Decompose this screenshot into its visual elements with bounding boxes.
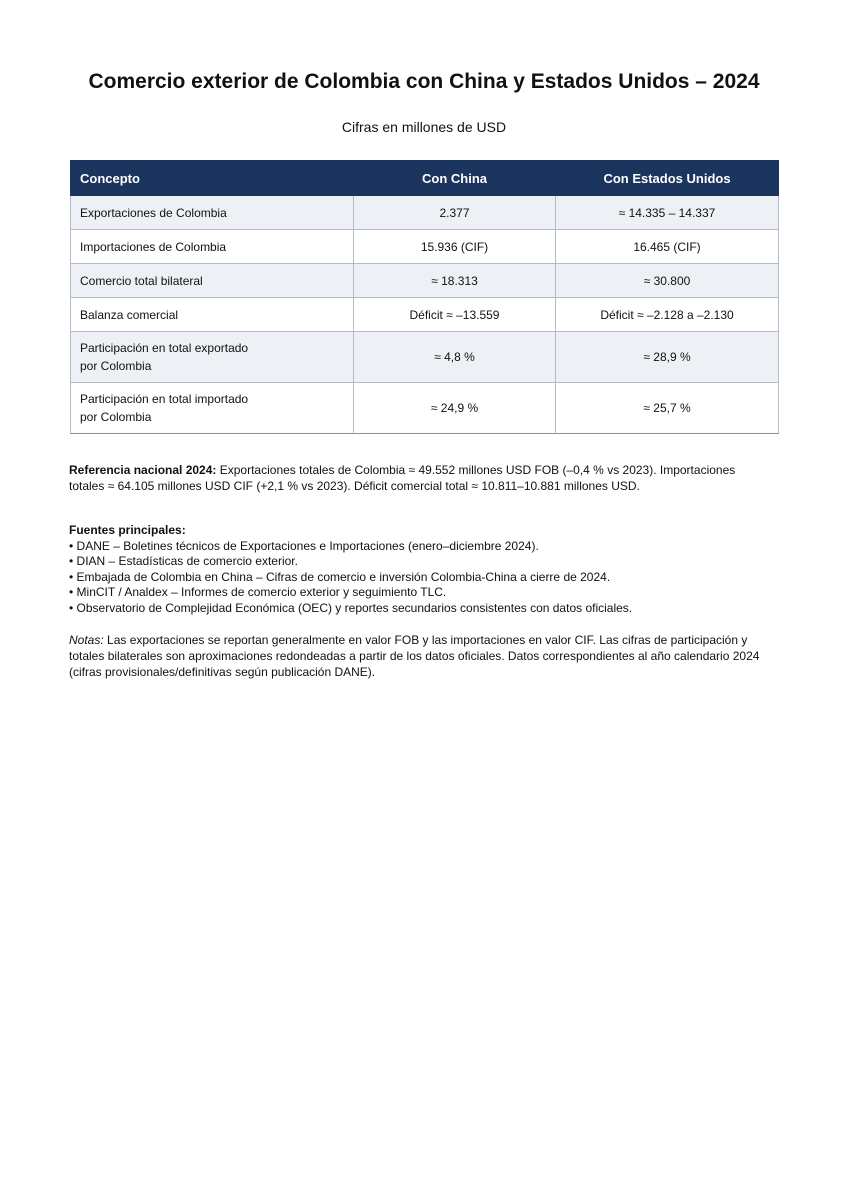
row-concept: [71, 332, 354, 383]
column-header-concept: Concepto: [71, 161, 354, 196]
national-reference: [69, 462, 769, 494]
row-concept: Exportaciones de Colombia: [71, 196, 354, 230]
reference-text: Exportaciones totales de Colombia ≈ 49.552 millones USD FOB (–0,4 % vs 2023). Importaciones totales ≈ 64.105 millones USD CIF (+2,1 % vs 2023). Déficit comercial total ≈ 10.811–10.881 millones USD.: [69, 463, 736, 493]
reference-label: Referencia nacional 2024:: [69, 463, 217, 477]
row-china-value: Déficit ≈ –13.559: [354, 298, 556, 332]
row-concept-line: Participación en total exportado: [80, 341, 249, 355]
row-concept-line: por Colombia: [80, 359, 152, 373]
row-concept: Balanza comercial: [71, 298, 354, 332]
sources-section: [69, 523, 779, 617]
row-concept: Comercio total bilateral: [71, 264, 354, 298]
page-title: Comercio exterior de Colombia con China y Estados Unidos – 2024: [88, 70, 760, 93]
row-usa-value: ≈ 25,7 %: [556, 383, 779, 434]
table-row: [71, 196, 779, 230]
row-china-value: 2.377: [354, 196, 556, 230]
source-item: • DIAN – Estadísticas de comercio exterior.: [69, 554, 298, 569]
table-row: [71, 264, 779, 298]
row-china-value: ≈ 18.313: [354, 264, 556, 298]
row-usa-value: ≈ 30.800: [556, 264, 779, 298]
row-usa-value: ≈ 14.335 – 14.337: [556, 196, 779, 230]
table-row: [71, 383, 779, 434]
page-subtitle: Cifras en millones de USD: [341, 119, 507, 135]
column-header-china: Con China: [354, 161, 556, 196]
trade-table: [70, 160, 779, 434]
table-row: [71, 298, 779, 332]
row-china-value: ≈ 4,8 %: [354, 332, 556, 383]
row-usa-value: Déficit ≈ –2.128 a –2.130: [556, 298, 779, 332]
source-item: • Observatorio de Complejidad Económica (OEC) y reportes secundarios consistentes con datos oficiales.: [69, 600, 633, 615]
table-row: [71, 230, 779, 264]
row-china-value: 15.936 (CIF): [354, 230, 556, 264]
row-concept-line: Participación en total importado: [80, 392, 249, 406]
notes-text: Las exportaciones se reportan generalmente en valor FOB y las importaciones en valor CIF. Las cifras de participación y totales bilaterales son aproximaciones redondeadas a partir de los datos oficiales. Datos correspondientes al año calendario 2024 (cifras provisionales/definitivas según publicación DANE).: [69, 633, 760, 679]
row-usa-value: 16.465 (CIF): [556, 230, 779, 264]
table-header-row: [71, 161, 779, 196]
source-item: • MinCIT / Analdex – Informes de comercio exterior y seguimiento TLC.: [69, 585, 447, 600]
row-china-value: ≈ 24,9 %: [354, 383, 556, 434]
source-item: • DANE – Boletines técnicos de Exportaciones e Importaciones (enero–diciembre 2024).: [69, 538, 539, 553]
row-concept: Importaciones de Colombia: [71, 230, 354, 264]
row-concept-line: por Colombia: [80, 410, 152, 424]
table-row: [71, 332, 779, 383]
row-usa-value: ≈ 28,9 %: [556, 332, 779, 383]
notes-section: [69, 632, 769, 680]
column-header-usa: Con Estados Unidos: [556, 161, 779, 196]
notes-label: Notas:: [69, 633, 104, 647]
sources-heading: Fuentes principales:: [69, 523, 186, 537]
row-concept: [71, 383, 354, 434]
source-item: • Embajada de Colombia en China – Cifras de comercio e inversión Colombia-China a cierre de 2024.: [69, 569, 611, 584]
